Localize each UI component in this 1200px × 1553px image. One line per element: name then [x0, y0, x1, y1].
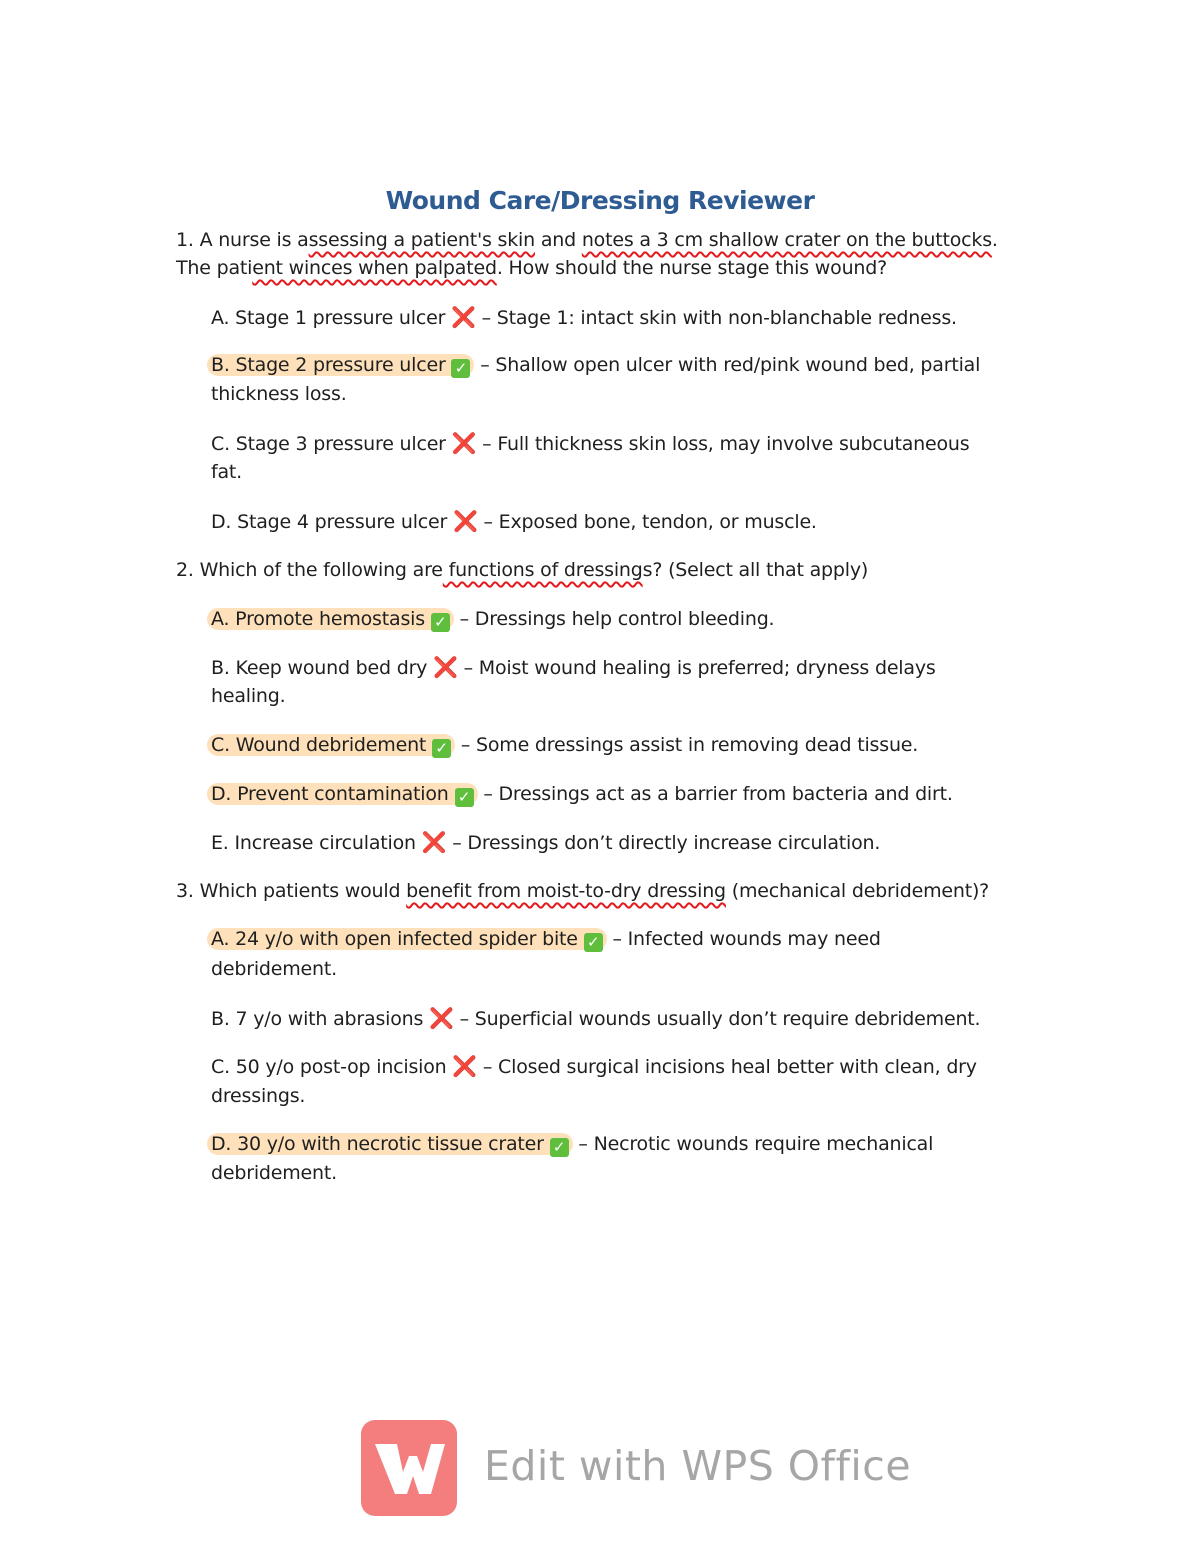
cross-mark-icon: ❌: [451, 431, 477, 455]
option-explanation: – Dressings act as a barrier from bacteria and dirt.: [477, 783, 953, 805]
option-explanation: – Some dressings assist in removing dead tissue.: [455, 734, 919, 756]
q2-option-a: [211, 605, 774, 634]
option-label-highlighted: D. Prevent contamination: [211, 783, 449, 805]
q3-text: 3. Which patients would: [176, 880, 407, 902]
option-label: C. 50 y/o post-op incision: [211, 1056, 447, 1078]
q1-text: and: [534, 229, 582, 251]
option-label: B. 7 y/o with abrasions: [211, 1008, 424, 1030]
q3-option-a: [211, 925, 881, 954]
q3-option-d: [211, 1130, 933, 1159]
q1-option-a: [211, 303, 957, 333]
option-explanation: – Dressings help control bleeding.: [453, 608, 775, 630]
option-explanation: – Stage 1: intact skin with non-blanchable redness.: [475, 307, 957, 329]
option-explanation: – Infected wounds may need: [606, 928, 881, 950]
q1-option-b: [211, 351, 980, 380]
q1-option-c: [211, 429, 969, 459]
question-1-line-1: [176, 226, 998, 255]
q1-option-b-cont: thickness loss.: [211, 383, 347, 405]
option-label: B. Keep wound bed dry: [211, 657, 428, 679]
q2-text: 2. Which of the following are: [176, 559, 443, 581]
q2-option-d: [211, 780, 953, 809]
q2-underline: functions of dressing: [442, 559, 643, 581]
option-label-highlighted: C. Wound debridement: [211, 734, 427, 756]
q3-underline: benefit from moist-to-dry dressing: [406, 880, 726, 902]
question-3-line-1: [176, 877, 989, 906]
q1-option-c-cont: fat.: [211, 461, 243, 483]
cross-mark-icon: ❌: [433, 655, 458, 679]
option-explanation: – Full thickness skin loss, may involve subcutaneous: [476, 433, 970, 455]
q3-option-c: [211, 1052, 977, 1082]
option-label: D. Stage 4 pressure ulcer: [211, 511, 448, 533]
q3-option-c-cont: dressings.: [211, 1085, 306, 1107]
option-explanation: – Exposed bone, tendon, or muscle.: [477, 511, 817, 533]
cross-mark-icon: ❌: [452, 1054, 478, 1078]
check-mark-icon: ✓: [550, 1138, 569, 1157]
option-label: C. Stage 3 pressure ulcer: [211, 433, 446, 455]
option-explanation: – Closed surgical incisions heal better with clean, dry: [477, 1056, 977, 1078]
check-mark-icon: ✓: [451, 359, 470, 378]
cross-mark-icon: ❌: [429, 1006, 454, 1030]
question-2-line-1: [176, 556, 868, 585]
wps-edit-link[interactable]: Edit with WPS Office: [484, 1442, 912, 1490]
option-explanation: – Shallow open ulcer with red/pink wound bed, partial: [474, 354, 981, 376]
check-mark-icon: ✓: [431, 613, 450, 632]
option-label: A. Stage 1 pressure ulcer: [211, 307, 446, 329]
document-title: Wound Care/Dressing Reviewer: [385, 186, 815, 215]
option-explanation: – Superficial wounds usually don’t require debridement.: [453, 1008, 981, 1030]
wps-logo-icon[interactable]: [361, 1420, 457, 1516]
option-label-highlighted: D. 30 y/o with necrotic tissue crater: [211, 1133, 544, 1155]
wps-w-glyph-icon: [361, 1420, 457, 1516]
q2-option-c: [211, 731, 918, 760]
q1-text: The pati: [176, 257, 253, 279]
option-label-highlighted: A. 24 y/o with open infected spider bite: [211, 928, 578, 950]
q2-option-b: [211, 653, 936, 683]
option-explanation: – Necrotic wounds require mechanical: [572, 1133, 934, 1155]
q3-option-a-cont: debridement.: [211, 958, 337, 980]
q1-underline-1: ssessing a patient's skin: [308, 229, 535, 251]
q3-option-d-cont: debridement.: [211, 1162, 337, 1184]
q1-underline-3: ent winces when palpated: [252, 257, 497, 279]
q1-text: . How should the nurse stage this wound?: [496, 257, 887, 279]
cross-mark-icon: ❌: [421, 830, 447, 854]
q1-text: 1. A nurse is a: [176, 229, 309, 251]
cross-mark-icon: ❌: [451, 305, 476, 329]
q2-text: s? (Select all that apply): [642, 559, 869, 581]
q3-text: (mechanical debridement)?: [725, 880, 990, 902]
q1-option-d: [211, 507, 817, 537]
q3-option-b: [211, 1004, 980, 1034]
option-label-highlighted: A. Promote hemostasis: [211, 608, 425, 630]
question-1-line-2: [176, 254, 887, 283]
q1-text: .: [991, 229, 998, 251]
q2-option-e: [211, 828, 880, 858]
q1-underline-2: notes a 3 cm shallow crater on the buttocks: [581, 229, 992, 251]
check-mark-icon: ✓: [584, 933, 603, 952]
cross-mark-icon: ❌: [453, 509, 478, 533]
option-explanation: – Dressings don’t directly increase circulation.: [446, 832, 881, 854]
option-explanation: – Moist wound healing is preferred; dryness delays: [457, 657, 936, 679]
check-mark-icon: ✓: [455, 788, 474, 807]
option-label: E. Increase circulation: [211, 832, 416, 854]
option-label-highlighted: B. Stage 2 pressure ulcer: [211, 354, 446, 376]
q2-option-b-cont: healing.: [211, 685, 286, 707]
check-mark-icon: ✓: [432, 739, 451, 758]
